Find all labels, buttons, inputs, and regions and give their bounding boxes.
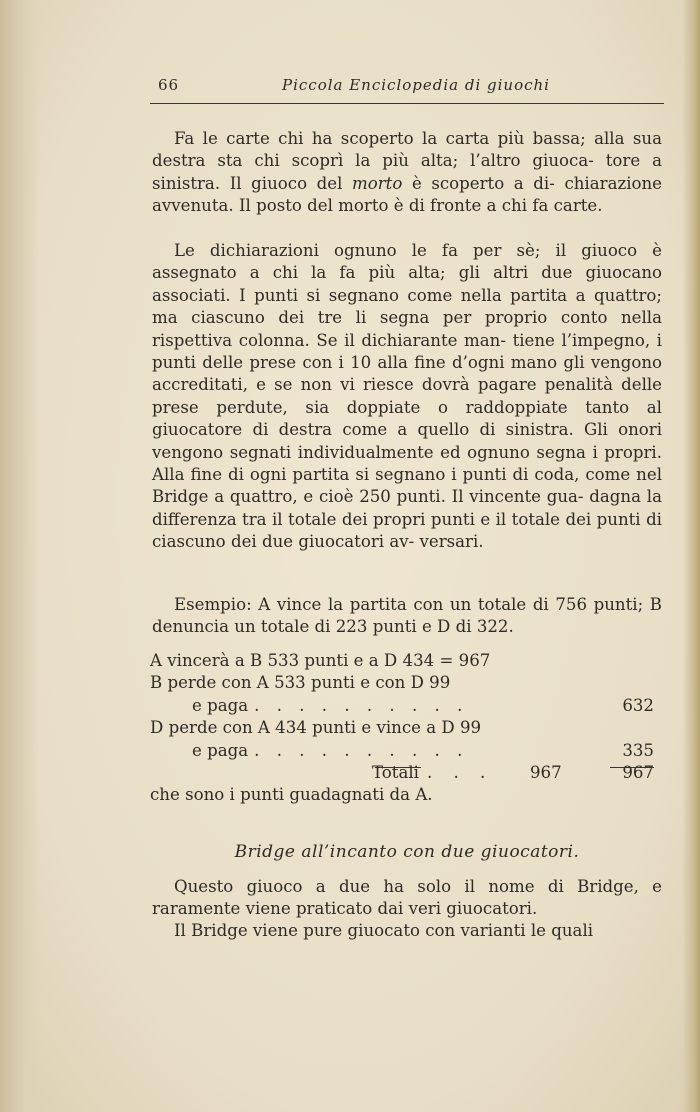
text-line: Esempio: A vince la partita con un totale di 756 <box>174 595 588 614</box>
text-line: tiene l’impegno, i punti delle prese con i 10 alla fine <box>152 330 662 373</box>
header-rule <box>150 103 664 104</box>
text-line: Bridge a quattro, e cioè 250 punti. Il vincente gua- <box>152 487 584 507</box>
conclusion-line: che sono i punti guadagnati da A. <box>150 785 433 805</box>
text-line: di ogni partita si segnano i punti di coda, come nel <box>227 465 662 485</box>
paragraph-variants <box>152 920 662 942</box>
text-line: conto nella rispettiva colonna. Se il dichiarante man- <box>152 308 663 350</box>
text-line: raramente viene praticato dai veri giuocatori. <box>152 899 538 919</box>
text-line: riesce dovrà pagare penalità delle prese perdute, sia <box>152 375 662 417</box>
paragraph-two-player <box>152 876 662 921</box>
totals-label: Totali <box>372 762 419 782</box>
leader-dots: . . . . . . . . . . <box>254 740 469 760</box>
text-line: Questo giuoco a due ha solo il nome di Bridge, e <box>174 877 662 896</box>
total-right: 967 <box>622 762 654 782</box>
totals-row <box>150 762 664 784</box>
running-title: Piccola Enciclopedia di giuochi <box>282 76 550 94</box>
amount: 632 <box>622 695 654 715</box>
leader-dots: . . . . . . . . . . <box>254 695 469 715</box>
text-line: totale dei punti di ciascuno dei due giuocatori av- <box>152 509 662 552</box>
paragraph-declarations <box>152 240 662 554</box>
paragraph-dealer <box>152 128 662 218</box>
running-header <box>150 76 662 100</box>
text-line: quattro; ma ciascuno dei tre li segna per proprio <box>152 285 663 328</box>
total-left: 967 <box>530 762 562 782</box>
text-line: chiarazione avvenuta. Il posto del morto è di fronte <box>152 173 663 216</box>
table-row <box>150 740 664 762</box>
text-line: punti; B denuncia un totale di 223 punti e D di 322. <box>152 595 662 637</box>
text-line: associati. I punti si segnano come nella partita a <box>152 285 586 305</box>
page-gutter <box>0 0 40 1112</box>
sum-rule <box>610 767 654 768</box>
text-line: tore a sinistra. Il giuoco del <box>152 151 662 193</box>
amount: 335 <box>622 740 654 760</box>
text-line: Le dichiarazioni ognuno le fa per sè; il giuoco è <box>174 241 662 260</box>
text-line: come a quello di sinistra. Gli onori vengono segnati <box>152 420 663 462</box>
text-line: sua destra sta chi scoprì la più alta; l’altro giuoca- <box>152 129 662 171</box>
row-label: e paga <box>192 740 249 760</box>
table-row: A vincerà a B 533 punti e a D 434 = 967 <box>150 651 491 670</box>
text-line: assegnato a chi la fa più alta; gli altri due giuocano <box>152 263 662 283</box>
leader-dots: . . . <box>426 762 494 782</box>
section-heading: Bridge all’incanto con due giuocatori. <box>234 842 580 862</box>
table-row <box>150 695 664 717</box>
text-line: versari. <box>419 532 484 552</box>
page-edge <box>682 0 700 1112</box>
table-row: B perde con A 533 punti e con D 99 <box>150 673 451 693</box>
paragraph-example <box>152 594 662 639</box>
text-line: Il Bridge viene pure giuocato con varianti le quali <box>174 921 594 940</box>
emphasis-morto: morto <box>352 173 403 193</box>
text-line: è scoperto a di- <box>402 173 555 193</box>
text-line: d’ogni mano gli vengono accreditati, e se non vi <box>152 353 662 395</box>
text-line: a chi fa carte. <box>486 196 603 216</box>
text-line: doppiate o raddoppiate tanto al giuocatore di destra <box>152 397 662 440</box>
score-table <box>150 650 664 807</box>
text-line: Fa le carte chi ha scoperto la carta più bassa; alla <box>174 129 625 148</box>
row-label: e paga <box>192 695 249 715</box>
text-line: dagna la differenza tra il totale dei propri punti e il <box>152 487 662 529</box>
sum-rule <box>375 767 421 768</box>
text-line: individualmente ed ognuno segna i propri. Alla fine <box>152 442 662 485</box>
table-row: D perde con A 434 punti e vince a D 99 <box>150 718 482 738</box>
page-number: 66 <box>158 76 180 94</box>
